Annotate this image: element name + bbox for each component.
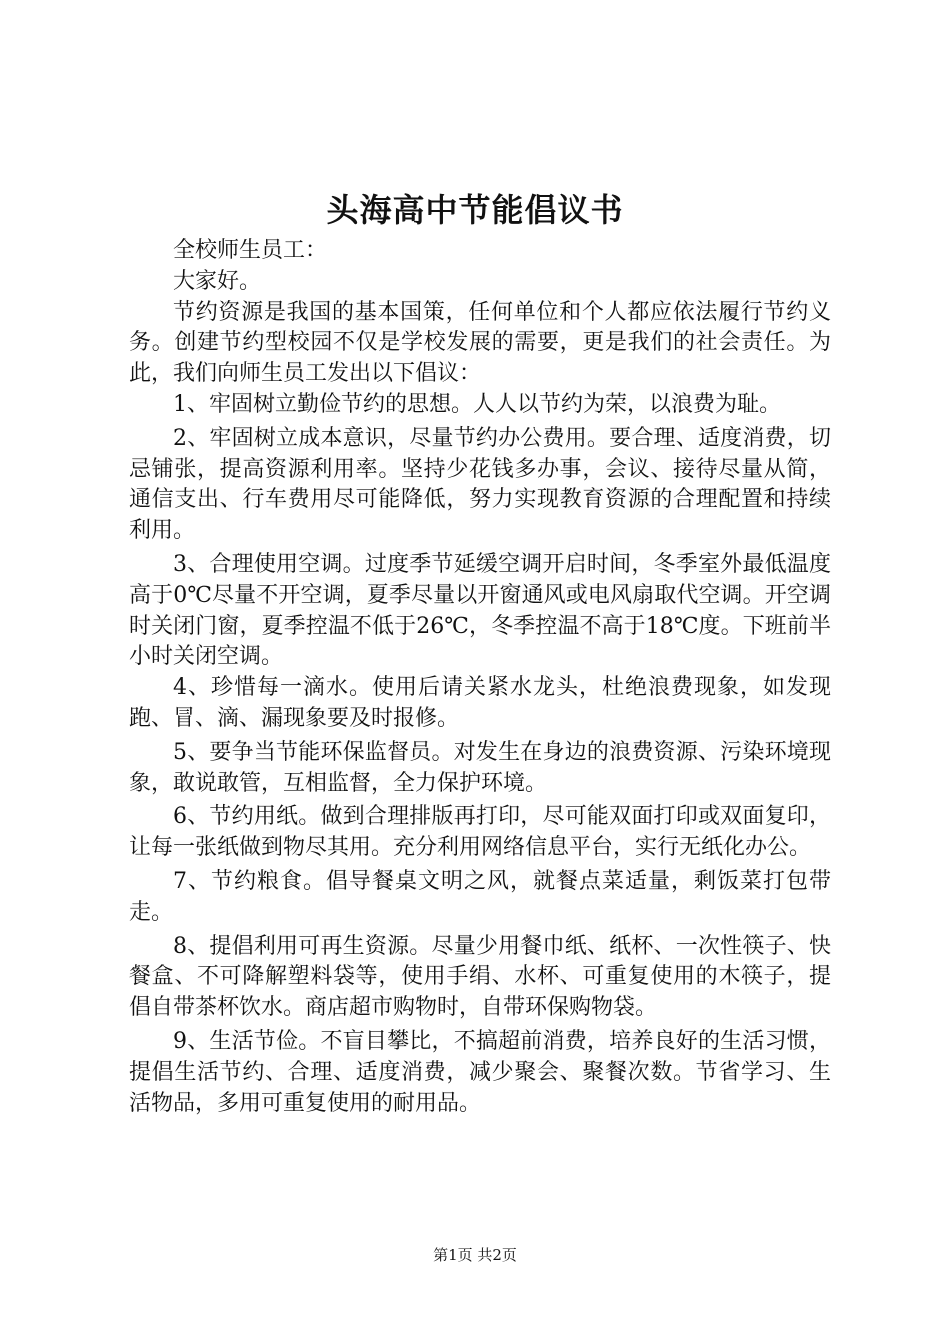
proposal-item-5: 5、要争当节能环保监督员。对发生在身边的浪费资源、污染环境现象，敢说敢管，互相监督，全力保护环境。 xyxy=(129,739,831,796)
proposal-item-3: 3、合理使用空调。过度季节延缓空调开启时间，冬季室外最低温度高于0℃尽量不开空调，夏季尽量以开窗通风或电风扇取代空调。开空调时关闭门窗，夏季控温不低于26℃，冬季控温不高于18℃度。下班前半小时关闭空调。 xyxy=(129,551,831,670)
proposal-item-7: 7、节约粮食。倡导餐桌文明之风，就餐点菜适量，剩饭菜打包带走。 xyxy=(129,868,831,925)
proposal-item-6: 6、节约用纸。做到合理排版再打印，尽可能双面打印或双面复印，让每一张纸做到物尽其用。充分利用网络信息平台，实行无纸化办公。 xyxy=(129,804,831,861)
intro-paragraph: 节约资源是我国的基本国策，任何单位和个人都应依法履行节约义务。创建节约型校园不仅是学校发展的需要，更是我们的社会责任。为此，我们向师生员工发出以下倡议： xyxy=(129,299,831,387)
proposal-item-4: 4、珍惜每一滴水。使用后请关紧水龙头，杜绝浪费现象，如发现跑、冒、滴、漏现象要及时报修。 xyxy=(129,675,831,731)
salutation: 全校师生员工： xyxy=(173,238,328,263)
page-number: 第1页 共2页 xyxy=(433,1246,517,1264)
greeting: 大家好。 xyxy=(173,268,262,294)
proposal-item-1: 1、牢固树立勤俭节约的思想。人人以节约为荣，以浪费为耻。 xyxy=(173,391,781,417)
document-body xyxy=(129,236,831,1119)
proposal-item-9: 9、生活节俭。不盲目攀比，不搞超前消费，培养良好的生活习惯，提倡生活节约、合理、适度消费，减少聚会、聚餐次数。节省学习、生活物品，多用可重复使用的耐用品。 xyxy=(129,1028,831,1116)
proposal-item-8: 8、提倡利用可再生资源。尽量少用餐巾纸、纸杯、一次性筷子、快餐盒、不可降解塑料袋等，使用手绢、水杯、可重复使用的木筷子，提倡自带茶杯饮水。商店超市购物时，自带环保购物袋。 xyxy=(129,933,831,1021)
document-title: 头海高中节能倡议书 xyxy=(326,191,624,229)
proposal-item-2: 2、牢固树立成本意识，尽量节约办公费用。要合理、适度消费，切忌铺张，提高资源利用率。坚持少花钱多办事，会议、接待尽量从简，通信支出、行车费用尽可能降低，努力实现教育资源的合理配置和持续利用。 xyxy=(129,425,831,544)
